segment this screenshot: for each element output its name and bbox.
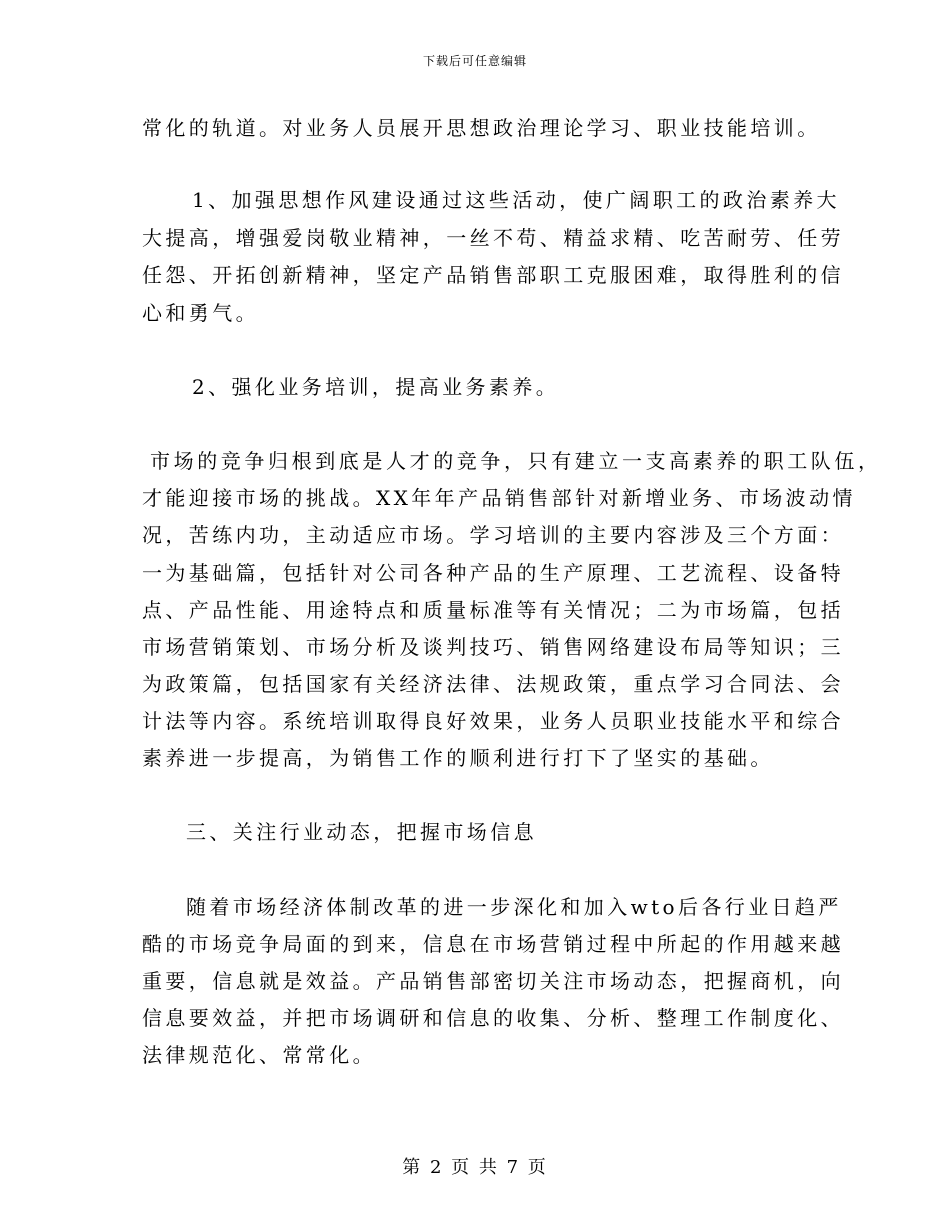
paragraph-4-line-8: 计法等内容。系统培训取得良好效果，业务人员职业技能水平和综合 [142, 709, 844, 733]
paragraph-1-line-1: 常化的轨道。对业务人员展开思想政治理论学习、职业技能培训。 [142, 116, 821, 140]
paragraph-6-line-2: 酷的市场竞争局面的到来，信息在市场营销过程中所起的作用越来越 [142, 932, 844, 956]
paragraph-2-line-1: 1、加强思想作风建设通过这些活动，使广阔职工的政治素养大 [192, 188, 840, 212]
page-footer: 第 2 页 共 7 页 [402, 1157, 548, 1178]
paragraph-4-line-3: 况，苦练内功，主动适应市场。学习培训的主要内容涉及三个方面： [142, 523, 844, 547]
paragraph-4-line-9: 素养进一步提高，为销售工作的顺利进行打下了坚实的基础。 [142, 746, 774, 770]
paragraph-6-line-4: 信息要效益，并把市场调研和信息的收集、分析、整理工作制度化、 [142, 1006, 844, 1030]
page-header: 下载后可任意编辑 [422, 54, 527, 68]
paragraph-4-line-1: 市场的竞争归根到底是人才的竞争，只有建立一支高素养的职工队伍， [150, 449, 882, 473]
paragraph-2-line-4: 心和勇气。 [142, 301, 259, 325]
section-heading: 三、关注行业动态，把握市场信息 [186, 820, 537, 844]
paragraph-4-line-5: 点、产品性能、用途特点和质量标准等有关情况；二为市场篇，包括 [142, 598, 844, 622]
paragraph-6-line-1: 随着市场经济体制改革的进一步深化和加入wto后各行业日趋严 [186, 895, 842, 919]
paragraph-4-line-2: 才能迎接市场的挑战。XX年年产品销售部针对新增业务、市场波动情 [142, 486, 856, 510]
paragraph-4-line-4: 一为基础篇，包括针对公司各种产品的生产原理、工艺流程、设备特 [142, 561, 844, 585]
paragraph-4-line-6: 市场营销策划、市场分析及谈判技巧、销售网络建设布局等知识；三 [142, 635, 844, 659]
paragraph-2-line-3: 任怨、开拓创新精神，坚定产品销售部职工克服困难，取得胜利的信 [142, 263, 844, 287]
paragraph-6-line-3: 重要，信息就是效益。产品销售部密切关注市场动态，把握商机，向 [142, 969, 844, 993]
paragraph-2-line-2: 大提高，增强爱岗敬业精神，一丝不苟、精益求精、吃苦耐劳、任劳 [142, 226, 844, 250]
paragraph-3-line-1: 2、强化业务培训，提高业务素养。 [192, 375, 560, 399]
paragraph-4-line-7: 为政策篇，包括国家有关经济法律、法规政策，重点学习合同法、会 [142, 672, 844, 696]
paragraph-6-line-5: 法律规范化、常常化。 [142, 1043, 376, 1067]
